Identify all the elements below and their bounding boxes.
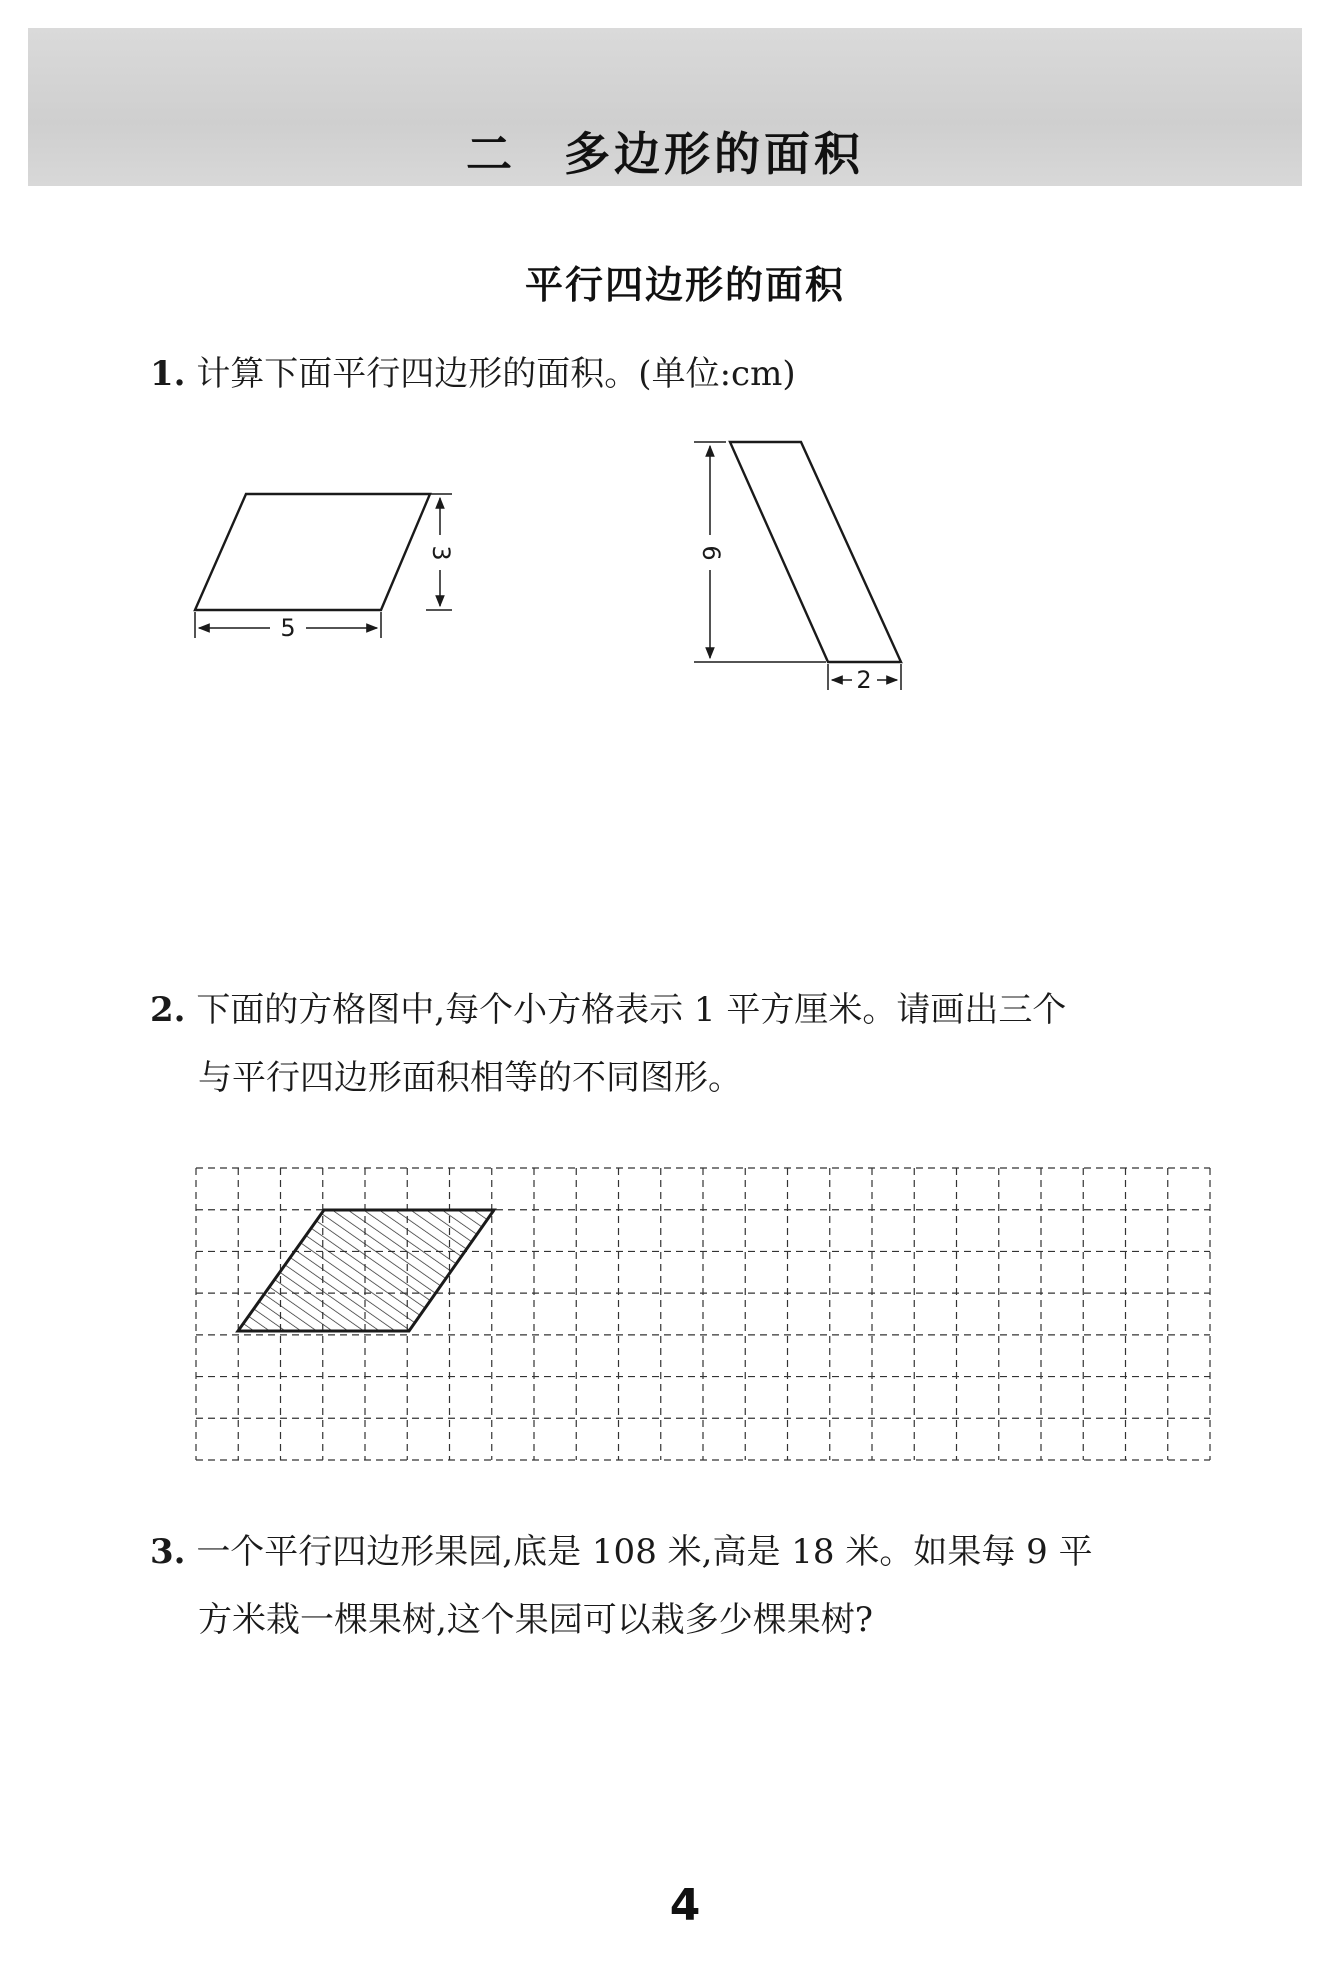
parallelogram-b-height-label: 6 — [697, 545, 725, 561]
parallelogram-b — [694, 442, 901, 694]
question-text-line-2: 与平行四边形面积相等的不同图形。 — [198, 1058, 742, 1098]
question-3 — [150, 1518, 1230, 1654]
parallelogram-a-height-label: 3 — [427, 545, 455, 561]
page-number: 4 — [669, 1880, 701, 1931]
question-number: 2. — [150, 990, 186, 1030]
question-number: 3. — [150, 1532, 186, 1572]
question-text-line-1: 一个平行四边形果园,底是 108 米,高是 18 米。如果每 9 平 — [196, 1532, 1093, 1572]
parallelogram-b-base-label: 2 — [856, 666, 872, 694]
section-title: 平行四边形的面积 — [524, 263, 845, 307]
parallelogram-a-shape — [195, 494, 430, 610]
chapter-number: 二 — [466, 127, 516, 181]
question-text: 计算下面平行四边形的面积。(单位:cm) — [196, 354, 796, 394]
hatched-parallelogram-shape — [238, 1210, 494, 1331]
parallelogram-a — [195, 494, 455, 642]
parallelogram-b-shape — [730, 442, 901, 662]
question-2 — [150, 976, 1230, 1112]
chapter-name: 多边形的面积 — [564, 127, 864, 181]
parallelogram-a-base-label: 5 — [280, 614, 296, 642]
hatched-parallelogram — [238, 1210, 494, 1331]
question-text-line-1: 下面的方格图中,每个小方格表示 1 平方厘米。请画出三个 — [196, 990, 1067, 1030]
question-number: 1. — [150, 354, 186, 394]
question-text-line-2: 方米栽一棵果树,这个果园可以栽多少棵果树? — [198, 1600, 874, 1640]
